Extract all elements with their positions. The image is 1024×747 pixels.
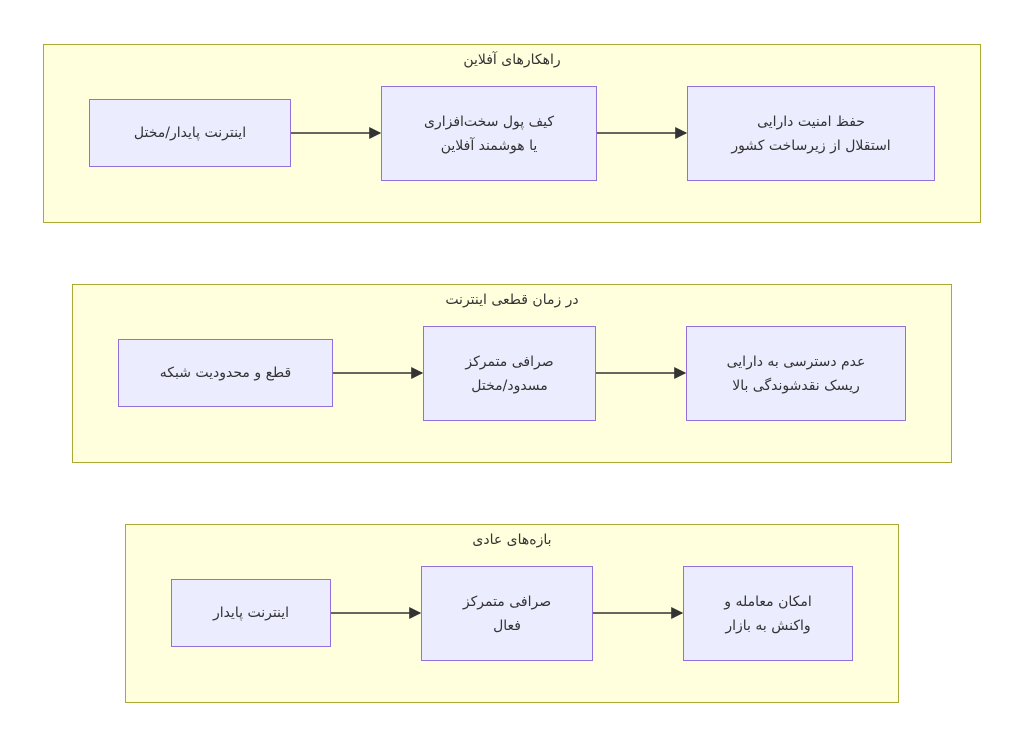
node-hardware-wallet	[381, 86, 597, 181]
node-exchange-active	[421, 566, 593, 661]
node-label: واکنش به بازار	[725, 617, 811, 634]
node-label: اینترنت پایدار	[212, 605, 290, 621]
node-label: ریسک نقدشوندگی بالا	[732, 377, 860, 394]
node-exchange-blocked	[423, 326, 596, 421]
node-no-asset-access	[686, 326, 906, 421]
node-stable-disrupted-internet	[89, 99, 291, 167]
node-label: یا هوشمند آفلاین	[440, 137, 538, 154]
node-label: امکان معامله و	[724, 593, 812, 610]
node-label: صرافی متمرکز	[465, 353, 554, 370]
cluster-title-offline: راهکارهای آفلاین	[463, 52, 561, 68]
node-label: صرافی متمرکز	[462, 593, 552, 610]
node-network-cut	[118, 339, 333, 407]
node-label: قطع و محدودیت شبکه	[159, 365, 292, 381]
node-label: کیف پول سخت‌افزاری	[424, 113, 555, 130]
node-label: حفظ امنیت دارایی	[757, 113, 865, 130]
cluster-title-shutdown: در زمان قطعی اینترنت	[445, 292, 579, 308]
node-label: فعال	[493, 617, 521, 634]
node-label: عدم دسترسی به دارایی	[726, 353, 866, 370]
node-stable-internet	[171, 579, 331, 647]
node-label: مسدود/مختل	[471, 377, 548, 394]
node-label: استقلال از زیرساخت کشور	[731, 137, 891, 154]
cluster-title-normal: بازه‌های عادی	[472, 532, 552, 548]
node-label: اینترنت پایدار/مختل	[133, 125, 247, 141]
node-trade-react	[683, 566, 853, 661]
node-protect-assets	[687, 86, 935, 181]
